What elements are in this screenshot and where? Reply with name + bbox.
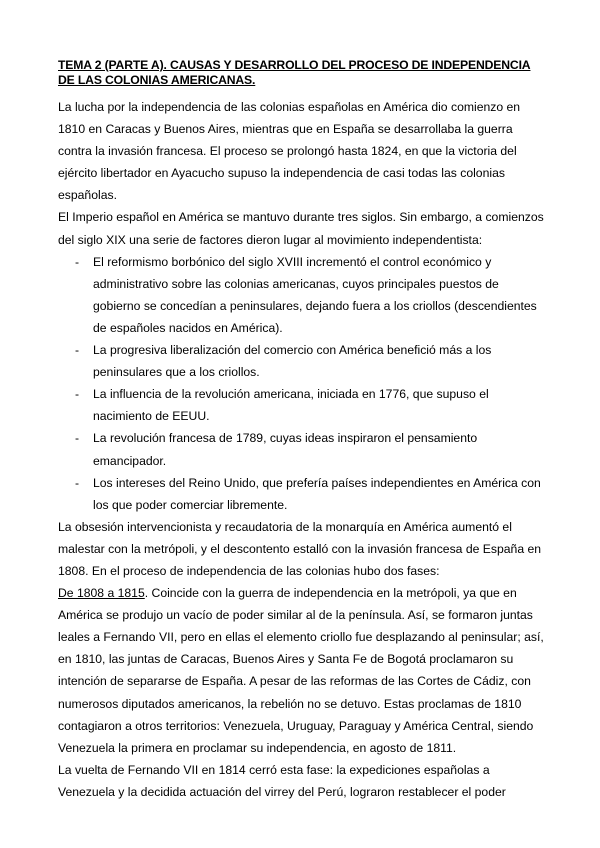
list-item	[58, 339, 544, 383]
page-title: TEMA 2 (PARTE A). CAUSAS Y DESARROLLO DEL PROCESO DE INDEPENDENCIA DE LAS COLONIAS AMERICANAS.	[58, 58, 531, 87]
list-item-text: Los intereses del Reino Unido, que prefería países independientes en América con los que poder comerciar libremente.	[93, 475, 541, 512]
bullet-dash: -	[75, 387, 80, 402]
bullet-dash: -	[75, 475, 80, 490]
list-item	[58, 251, 544, 339]
bullet-dash: -	[75, 343, 80, 358]
list-item	[58, 472, 544, 516]
list-item-text: La progresiva liberalización del comercio con América benefició más a los peninsulares que a los criollos.	[93, 343, 492, 380]
list-item-text: El reformismo borbónico del siglo XVIII incrementó el control económico y administrativo sobre las colonias americanas, cuyos principales puestos de gobierno se concedían a peninsulares, dejando fuera a los criollos (descendientes de españoles nacidos en América).	[93, 254, 537, 335]
factors-list	[58, 251, 544, 516]
list-item-text: La influencia de la revolución americana, iniciada en 1776, que supuso el nacimiento de EEUU.	[93, 387, 489, 424]
paragraph-intro: La lucha por la independencia de las colonias españolas en América dio comienzo en 1810 en Caracas y Buenos Aires, mientras que en España se desarrollaba la guerra contra la invasión francesa. El proceso se prolongó hasta 1824, en que la victoria del ejército libertador en Ayacucho supuso la independencia de casi todas las colonias españolas.	[58, 100, 521, 203]
list-item-text: La revolución francesa de 1789, cuyas ideas inspiraron el pensamiento emancipador.	[93, 431, 478, 468]
phase-one-heading: De 1808 a 1815	[58, 586, 145, 601]
paragraph-phase-one	[58, 582, 544, 759]
list-item	[58, 427, 544, 471]
paragraph-phases-intro: La obsesión intervencionista y recaudatoria de la monarquía en América aumentó el malestar con la metrópoli, y el descontento estalló con la invasión francesa de España en 1808. En el proceso de independencia de las colonias hubo dos fases:	[58, 519, 542, 578]
paragraph-factors-intro: El Imperio español en América se mantuvo durante tres siglos. Sin embargo, a comienzos del siglo XIX una serie de factores dieron lugar al movimiento independentista:	[58, 210, 544, 247]
bullet-dash: -	[75, 431, 80, 446]
phase-one-text: . Coincide con la guerra de independencia en la metrópoli, ya que en América se produjo un vacío de poder similar al de la península. Así, se formaron juntas leales a Fernando VII, pero en ellas el elemento criollo fue desplazando al peninsular; así, en 1810, las juntas de Caracas, Buenos Aires y Santa Fe de Bogotá proclamaron su intención de separarse de España. A pesar de las reformas de las Cortes de Cádiz, con numerosos diputados americanos, la rebelión no se detuvo. Estas proclamas de 1810 contagiaron a otros territorios: Venezuela, Uruguay, Paraguay y América Central, siendo Venezuela la primera en proclamar su independencia, en agosto de 1811.	[58, 586, 544, 755]
document-body	[58, 96, 544, 803]
bullet-dash: -	[75, 254, 80, 269]
list-item	[58, 383, 544, 427]
paragraph-return-fernando: La vuelta de Fernando VII en 1814 cerró esta fase: la expediciones españolas a Venezuela y la decidida actuación del virrey del Perú, lograron restablecer el poder	[58, 762, 506, 799]
